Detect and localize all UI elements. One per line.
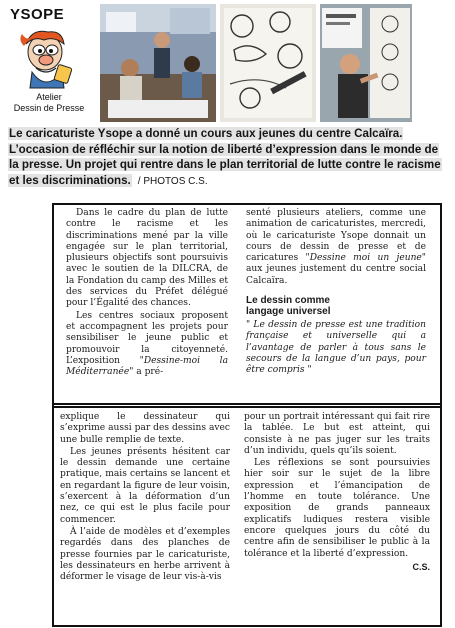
col2-p1-end: aux jeunes justement du centre social Calcaïra. [246,264,426,286]
logo-subtitle-line1: Atelier [36,92,62,102]
col2-p1-text: senté plusieurs ateliers, comme une animation de caricaturistes, mercredi, où le caricaturiste Ysope donnait un cours de dessin de presse et de caricatures [246,208,426,264]
column-4 [244,412,430,573]
col1-paragraph-1: Dans le cadre du plan de lutte contre le racisme et les discriminations mené par la ville engagée sur le plan territorial, plusieurs objectifs sont poursuivis avec le soutien de la DILCRA, de la Fondation du camp des Milles et des services du Préfet délégué pour l’Égalité des chances. [66,208,228,309]
article-headline [8,126,450,189]
caricaturist-photo [320,4,412,122]
ysope-logo [4,4,94,122]
intertitle-line2: langage universel [246,306,331,318]
caricature-logo-icon [18,26,76,92]
intertitle [246,295,426,317]
col4-paragraph-1: pour un portrait intéressant qui fait rire la tablée. Le but est atteint, qui consiste à ne pas juger sur les traits d’un individu, quels qu’ils soient. [244,412,430,456]
logo-subtitle-line2: Dessin de Presse [13,103,85,113]
col2-p1-workshop-title: "Dessine moi un jeune" [305,253,426,264]
col1-p2-text: Les centres sociaux proposent et accompagnent les projets pour sensibiliser le jeune public et promouvoir la citoyenneté. L’exposition [66,310,228,366]
author-signature: C.S. [412,561,430,572]
col2-paragraph-1 [246,208,426,287]
artist-quote: " Le dessin de presse est une tradition française et universelle qui a l’avantage de parler à tous sans le secours de la langue d’un pays, pour être compris " [246,320,426,376]
workshop-photo [100,4,216,122]
column-3 [60,412,230,583]
col1-p2-end: a pré- [133,367,164,378]
col1-paragraph-2 [66,311,228,379]
logo-subtitle [4,92,94,114]
column-2 [246,208,426,377]
column-1 [66,208,228,378]
col3-paragraph-1: explique le dessinateur qui s’exprime aussi par des dessins avec une bulle remplie de texte. [60,412,230,445]
col4-paragraph-2: Les réflexions se sont poursuivies hier soir sur le sujet de la libre expression et l’émancipation de l’homme en toute tolérance. Une exposition de grands panneaux explicatifs ludiques restera visible encore quelques jours du côté du centre afin de sensibiliser le public à la tolérance et la liberté d’expression. [244,458,430,559]
intertitle-line1: Le dessin comme [246,295,330,307]
col3-paragraph-3: À l’aide de modèles et d’exemples regardés dans des planches de presse fournies par le caricaturiste, les dessinateurs en herbe arrivent à déformer le visage de leur vis-à-vis [60,526,230,583]
col1-p2-exhibition-title: "Dessine-moi la Méditerranée" [66,355,228,378]
logo-name: YSOPE [10,6,65,23]
col3-paragraph-2: Les jeunes présents hésitent car le dessin demande une certaine pratique, mais certains se lancent et en regardant la figure de leur voisin, s’exercent à la déformation d’un nez, ce qui est le plus facile pour commencer. [60,446,230,525]
photo-credit: / PHOTOS C.S. [137,175,208,187]
headline-text: Le caricaturiste Ysope a donné un cours aux jeunes du centre Calcaïra. L’occasion de réfléchir sur la notion de liberté d’expression dans le monde de la presse. Un projet qui rentre dans le plan territorial de lutte contre le racisme et les discriminations. [9,127,441,187]
drawing-sheet-photo [220,4,316,122]
